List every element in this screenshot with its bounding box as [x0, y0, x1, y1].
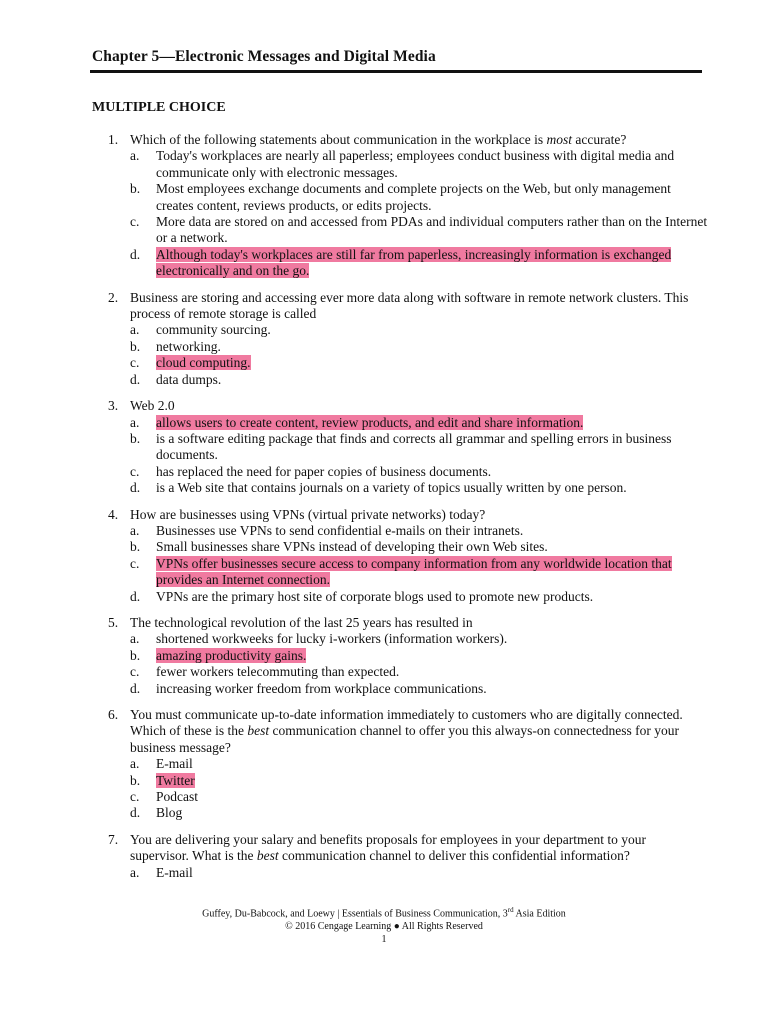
option-text: Blog — [156, 805, 183, 821]
answer-option — [130, 339, 708, 355]
option-letter: a. — [130, 631, 140, 647]
question-stem-text: communication channel to offer you this always-on connectedness for your business message? — [130, 723, 679, 755]
option-text-wrap — [156, 681, 708, 697]
answer-option — [130, 756, 708, 772]
option-letter: b. — [130, 539, 141, 555]
answer-option — [130, 523, 708, 539]
option-text-wrap — [156, 372, 708, 388]
answer-option — [130, 148, 708, 181]
answer-option — [130, 556, 708, 589]
option-letter: d. — [130, 371, 141, 387]
option-text: E-mail — [156, 756, 193, 772]
option-text: networking. — [156, 338, 221, 354]
option-text: has replaced the need for paper copies of business documents. — [156, 463, 492, 479]
highlighted-answer: allows users to create content, review products, and edit and share information. — [156, 414, 584, 430]
option-letter: c. — [130, 789, 140, 805]
question-item — [108, 832, 708, 881]
option-text-wrap — [156, 339, 708, 355]
section-title: MULTIPLE CHOICE — [92, 100, 226, 115]
question-stem — [130, 132, 708, 148]
option-text-wrap — [156, 648, 708, 664]
option-letter: a. — [130, 148, 140, 164]
question-list — [108, 132, 708, 891]
option-text-wrap — [156, 322, 708, 338]
question-stem-text: communication channel to deliver this confidential information? — [278, 848, 630, 864]
option-letter: a. — [130, 322, 140, 338]
chapter-title: Chapter 5—Electronic Messages and Digital Media — [92, 48, 436, 65]
option-text-wrap — [156, 464, 708, 480]
option-text-wrap — [156, 148, 708, 181]
footer-citation-sup: rd — [507, 906, 514, 914]
page-footer — [0, 904, 768, 946]
question-stem — [130, 507, 708, 523]
option-text: Today's workplaces are nearly all paperless; employees conduct business with digital media and communicate only with electronic messages. — [156, 148, 675, 180]
answer-option — [130, 664, 708, 680]
question-stem-text: The technological revolution of the last 25 years has resulted in — [130, 614, 473, 630]
footer-citation — [0, 904, 768, 920]
footer-citation-suffix: Asia Edition — [513, 908, 566, 920]
option-text: data dumps. — [156, 371, 222, 387]
option-text: shortened workweeks for lucky i-workers (information workers). — [156, 631, 508, 647]
answer-option — [130, 372, 708, 388]
answer-option — [130, 464, 708, 480]
answer-option — [130, 539, 708, 555]
question-number: 5. — [108, 614, 119, 630]
question-number: 7. — [108, 831, 119, 847]
option-text: increasing worker freedom from workplace communications. — [156, 680, 487, 696]
question-stem — [130, 832, 708, 865]
option-text-wrap — [156, 181, 708, 214]
question-item — [108, 398, 708, 496]
option-text-wrap — [156, 773, 708, 789]
option-text-wrap — [156, 556, 708, 589]
answer-option — [130, 247, 708, 280]
question-number: 1. — [108, 132, 119, 147]
answer-option — [130, 681, 708, 697]
answer-option — [130, 773, 708, 789]
footer-citation-text: Guffey, Du-Babcock, and Loewy | Essentials of Business Communication, 3 — [202, 908, 508, 920]
question-stem-emphasis: best — [247, 723, 270, 739]
option-letter: b. — [130, 647, 141, 663]
option-letter: d. — [130, 480, 141, 496]
option-text-wrap — [156, 589, 708, 605]
answer-option — [130, 631, 708, 647]
answer-option — [130, 480, 708, 496]
answer-option — [130, 789, 708, 805]
option-letter: b. — [130, 430, 141, 446]
option-text: Podcast — [156, 789, 198, 805]
answer-option — [130, 805, 708, 821]
option-letter: c. — [130, 463, 140, 479]
option-letter: a. — [130, 522, 140, 538]
option-text-wrap — [156, 805, 708, 821]
option-letter: a. — [130, 414, 140, 430]
question-number: 3. — [108, 398, 119, 414]
option-letter: b. — [130, 181, 141, 197]
option-text-wrap — [156, 247, 708, 280]
question-item — [108, 707, 708, 822]
option-text: is a software editing package that finds and corrects all grammar and spelling errors in business documents. — [156, 430, 672, 463]
question-stem-text: Web 2.0 — [130, 398, 175, 414]
answer-option — [130, 865, 708, 881]
question-stem — [130, 615, 708, 631]
option-text: VPNs are the primary host site of corporate blogs used to promote new products. — [156, 588, 594, 604]
question-number: 6. — [108, 707, 119, 722]
answer-option — [130, 214, 708, 247]
question-stem — [130, 398, 708, 414]
option-letter: d. — [130, 588, 141, 604]
option-text-wrap — [156, 355, 708, 371]
option-letter: c. — [130, 214, 140, 230]
option-text-wrap — [156, 480, 708, 496]
answer-option — [130, 431, 708, 464]
question-stem-text: You must communicate up-to-date information immediately to customers who are digitally connected. Which of these is the — [130, 707, 683, 739]
option-letter: c. — [130, 555, 140, 571]
option-letter: d. — [130, 805, 141, 821]
answer-option — [130, 415, 708, 431]
option-text-wrap — [156, 664, 708, 680]
option-text-wrap — [156, 415, 708, 431]
option-text-wrap — [156, 756, 708, 772]
question-stem-text: Business are storing and accessing ever more data along with software in remote network clusters. This process of remote storage is called — [130, 289, 689, 322]
option-text: community sourcing. — [156, 322, 271, 338]
question-stem-text: Which of the following statements about communication in the workplace is — [130, 132, 547, 147]
header-divider — [90, 70, 702, 73]
option-text: More data are stored on and accessed from PDAs and individual computers rather than on the Internet or a network. — [156, 214, 708, 246]
question-item — [108, 290, 708, 388]
highlighted-answer: Although today's workplaces are still far from paperless, increasingly information is exchanged electronically and on the go. — [156, 246, 672, 279]
question-number: 2. — [108, 289, 119, 305]
question-item — [108, 132, 708, 280]
answer-option — [130, 589, 708, 605]
answer-option — [130, 181, 708, 214]
option-letter: d. — [130, 246, 141, 262]
option-letter: b. — [130, 338, 141, 354]
answer-option — [130, 648, 708, 664]
highlighted-answer: Twitter — [156, 772, 195, 788]
answer-option — [130, 322, 708, 338]
option-text-wrap — [156, 539, 708, 555]
option-text: E-mail — [156, 864, 193, 880]
question-stem-text: You are delivering your salary and benefits proposals for employees in your department to your supervisor. What is the — [130, 831, 646, 864]
option-text: Businesses use VPNs to send confidential e-mails on their intranets. — [156, 522, 524, 538]
option-text-wrap — [156, 865, 708, 881]
option-text-wrap — [156, 214, 708, 247]
option-letter: c. — [130, 664, 140, 680]
option-text: fewer workers telecommuting than expected. — [156, 664, 400, 680]
page-number: 1 — [381, 934, 387, 946]
question-stem — [130, 290, 708, 323]
question-item — [108, 615, 708, 697]
question-item — [108, 507, 708, 605]
footer-copyright: © 2016 Cengage Learning ● All Rights Reserved — [285, 921, 483, 933]
question-stem — [130, 707, 708, 756]
highlighted-answer: VPNs offer businesses secure access to company information from any worldwide location that provides an Internet connection. — [156, 555, 672, 588]
highlighted-answer: cloud computing. — [156, 355, 251, 371]
question-number: 4. — [108, 506, 119, 522]
option-text-wrap — [156, 523, 708, 539]
option-letter: d. — [130, 680, 141, 696]
option-text-wrap — [156, 631, 708, 647]
option-text-wrap — [156, 789, 708, 805]
option-letter: a. — [130, 756, 140, 772]
question-stem-emphasis: best — [256, 848, 279, 864]
question-stem-emphasis: most — [546, 132, 573, 147]
option-text: is a Web site that contains journals on a variety of topics usually written by one person. — [156, 480, 627, 496]
option-text: Most employees exchange documents and complete projects on the Web, but only management creates content, reviews products, or edits projects. — [156, 181, 671, 213]
option-text: Small businesses share VPNs instead of developing their own Web sites. — [156, 539, 548, 555]
option-letter: c. — [130, 355, 140, 371]
question-stem-text: accurate? — [572, 132, 627, 147]
option-letter: b. — [130, 772, 141, 788]
answer-option — [130, 355, 708, 371]
highlighted-answer: amazing productivity gains. — [156, 647, 307, 663]
option-text-wrap — [156, 431, 708, 464]
question-stem-text: How are businesses using VPNs (virtual private networks) today? — [130, 506, 486, 522]
option-letter: a. — [130, 864, 140, 880]
